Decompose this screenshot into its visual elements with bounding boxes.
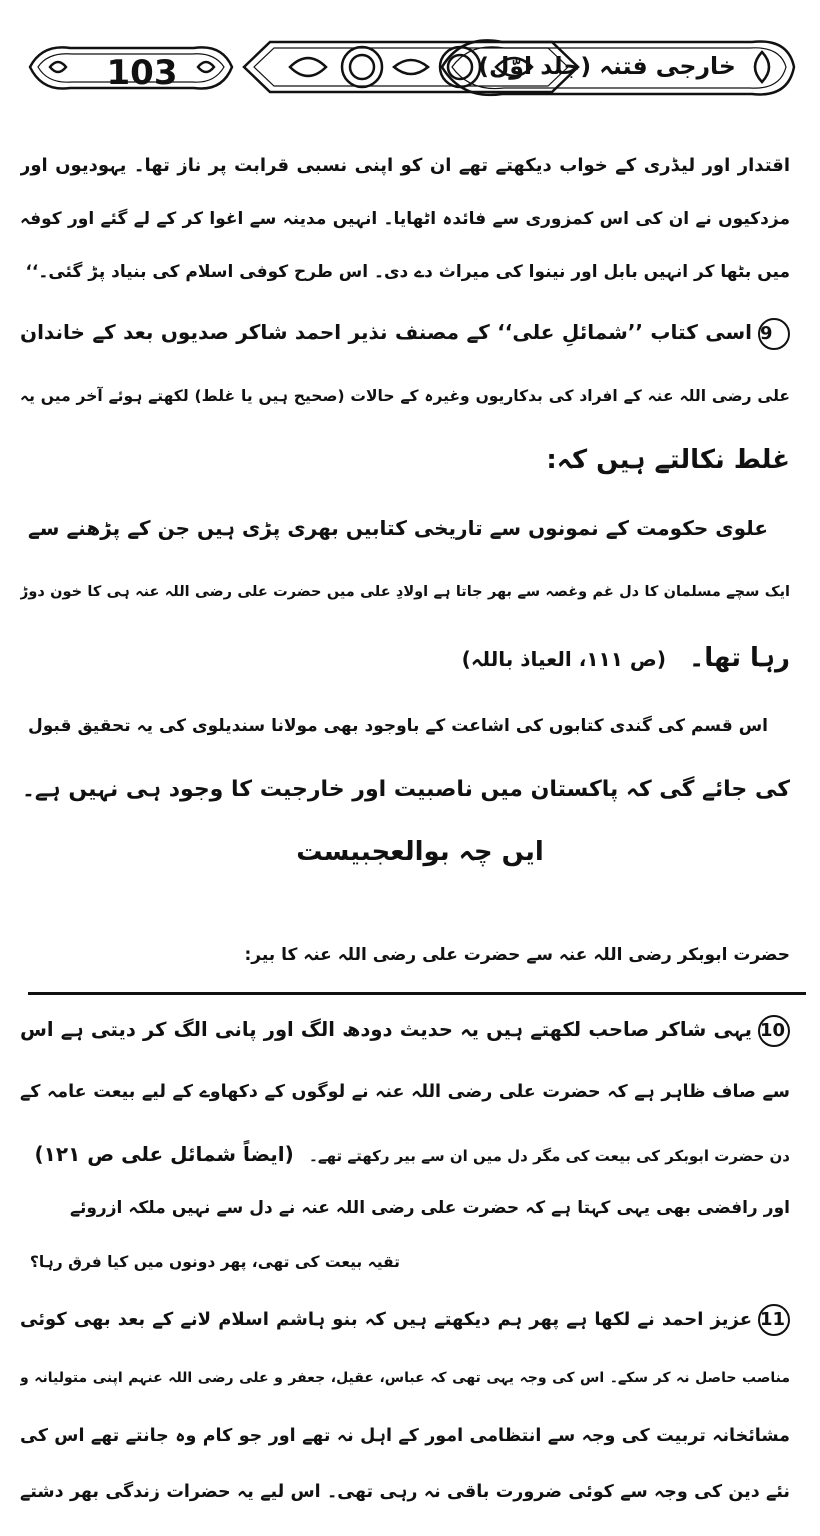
text-line <box>20 193 790 245</box>
text-line <box>20 140 790 192</box>
line-text: مزدکیوں نے ان کی اس کمزوری سے فائدہ اٹھایا۔ انہیں مدینہ سے اغوا کر کے لے گئے اور کوفہ <box>20 209 790 229</box>
citation: (ص ۱۱۱، العیاذ باللہ) <box>461 647 666 671</box>
paragraph-number: 10 <box>758 1015 790 1047</box>
line-text: ایں چہ بوالعجبیست <box>296 837 544 867</box>
persian-phrase <box>290 826 550 878</box>
line-text: کی جائے گی کہ پاکستان میں ناصبیت اور خارجیت کا وجود ہی نہیں ہے۔ <box>22 777 790 802</box>
book-title: خارجی فتنہ (جلد اوّل) <box>478 52 736 80</box>
text-line <box>20 1128 790 1180</box>
line-text: اور رافضی بھی یہی کہتا ہے کہ حضرت علی رضی اللہ عنہ نے دل سے نہیں ملکہ ازروئے <box>70 1198 790 1218</box>
line-text: سے صاف ظاہر ہے کہ حضرت علی رضی اللہ عنہ نے لوگوں کے دکھاوے کے لیے بیعت عامہ کے <box>20 1082 790 1102</box>
line-text: اسی کتاب ’’شمائلِ علی‘‘ کے مصنف نذیر احمد شاکر صدیوں بعد کے خاندان <box>20 320 752 344</box>
line-text: عزیز احمد نے لکھا ہے پھر ہم دیکھتے ہیں کہ بنو ہاشم اسلام لانے کے بعد بھی کوئی <box>20 1309 752 1330</box>
text-line <box>20 1294 790 1346</box>
line-text: اقتدار اور لیڈری کے خواب دیکھتے تھے ان کو اپنی نسبی قرابت پر ناز تھا۔ یہودیوں اور <box>20 155 790 176</box>
line-text: دن حضرت ابوبکر کی بیعت کی مگر دل میں ان سے بیر رکھتے تھے۔ <box>309 1147 790 1165</box>
line-text: علوی حکومت کے نمونوں سے تاریخی کتابیں بھری پڑی ہیں جن کے پڑھنے سے <box>28 516 768 540</box>
line-text: غلط نکالتے ہیں کہ: <box>546 445 790 475</box>
paragraph-number: 9 <box>758 318 790 350</box>
text-line <box>20 1466 790 1518</box>
line-text: مناصب حاصل نہ کر سکے۔ اس کی وجہ یہی تھی کہ عباس، عقیل، جعفر و علی رضی اللہ عنہم اپنی متولیانہ و <box>20 1370 790 1386</box>
text-line <box>20 434 790 486</box>
line-text: یہی شاکر صاحب لکھتے ہیں یہ حدیث دودھ الگ اور پانی الگ کر دیتی ہے اس <box>20 1018 752 1041</box>
text-line <box>20 306 790 358</box>
line-text: علی رضی اللہ عنہ کے افراد کی بدکاریوں وغیرہ کے حالات (صحیح ہیں یا غلط) لکھتے ہوئے آخر میں یہ <box>20 387 790 405</box>
quote-line <box>28 502 768 554</box>
text-line <box>20 246 790 298</box>
heading-underline <box>28 992 806 995</box>
line-text: مشائخانہ تربیت کی وجہ سے انتظامی امور کے اہل نہ تھے اور جو کام وہ جانتے تھے اس کی <box>20 1426 790 1446</box>
text-line <box>20 764 790 816</box>
page-header <box>22 22 798 104</box>
line-text: ایک سچے مسلمان کا دل غم وغصہ سے بھر جاتا ہے اولادِ علی میں حضرت علی رضی اللہ عنہ ہی کا خون دوڑ <box>20 584 790 600</box>
text-line <box>20 1066 790 1118</box>
quote-line <box>20 632 790 684</box>
text-line <box>20 1236 790 1288</box>
text-line <box>20 1004 790 1056</box>
text-line <box>20 370 790 422</box>
paragraph-number: 11 <box>758 1304 790 1336</box>
quote-line <box>20 566 790 618</box>
line-text: تقیہ بیعت کی تھی، پھر دونوں میں کیا فرق رہا؟ <box>29 1253 400 1271</box>
line-text: اس قسم کی گندی کتابوں کی اشاعت کے باوجود بھی مولانا سندیلوی کی یہ تحقیق قبول <box>28 716 768 736</box>
citation: (ایضاً شمائل علی ص ۱۲۱) <box>34 1142 294 1166</box>
line-text: نئے دین کی وجہ سے کوئی ضرورت باقی نہ رہی تھی۔ اس لیے یہ حضرات زندگی بھر دشتے <box>20 1482 790 1502</box>
text-line <box>28 700 768 752</box>
text-line <box>20 1410 790 1462</box>
section-heading: حضرت ابوبکر رضی اللہ عنہ سے حضرت علی رضی اللہ عنہ کا بیر: <box>244 945 790 965</box>
text-line <box>70 1182 790 1234</box>
line-text: رہا تھا۔ <box>689 643 790 673</box>
text-line <box>20 1352 790 1404</box>
line-text: میں بٹھا کر انہیں بابل اور نینوا کی میراث دے دی۔ اس طرح کوفی اسلام کی بنیاد پڑ گئی۔‘‘ <box>25 262 790 282</box>
page-number: 103 <box>106 53 178 93</box>
